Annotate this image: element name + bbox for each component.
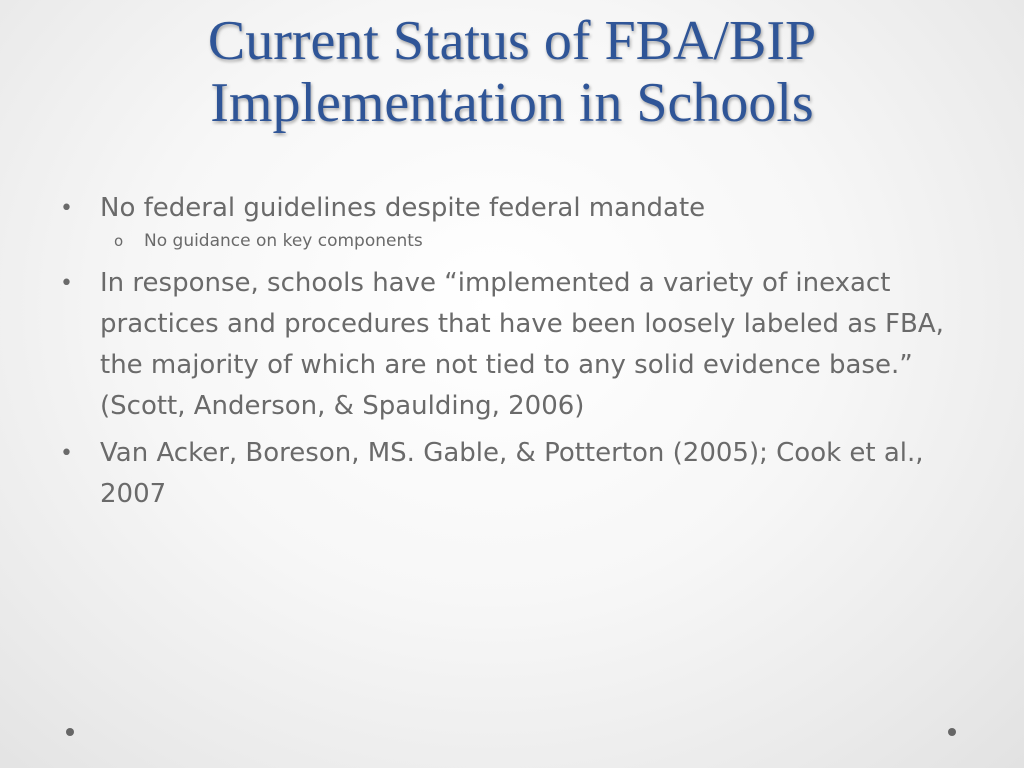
sub-bullet-item <box>58 229 978 253</box>
bullet-marker: • <box>60 441 73 466</box>
bullet-text: Van Acker, Boreson, MS. Gable, & Potterton (2005); Cook et al., 2007 <box>100 438 924 509</box>
bullet-text: In response, schools have “implemented a variety of inexact practices and procedures that have been loosely labeled as FBA, the majority of which are not tied to any solid evidence base.” (Scott, Anderson, & Spaulding, 2006) <box>100 268 944 421</box>
bullet-item <box>58 188 978 229</box>
title-line-2: Implementation in Schools <box>210 72 814 134</box>
bullet-text: No federal guidelines despite federal mandate <box>100 193 706 223</box>
corner-dot-right <box>948 728 956 736</box>
slide-body <box>58 188 978 521</box>
title-line-1: Current Status of FBA/BIP <box>207 10 817 72</box>
bullet-item <box>58 263 978 427</box>
corner-dot-left <box>66 728 74 736</box>
sub-bullet-marker: o <box>114 232 124 250</box>
slide-title <box>40 10 984 134</box>
sub-bullet-text: No guidance on key components <box>144 231 423 251</box>
bullet-item <box>58 433 978 515</box>
bullet-marker: • <box>60 196 73 221</box>
bullet-marker: • <box>60 271 73 296</box>
